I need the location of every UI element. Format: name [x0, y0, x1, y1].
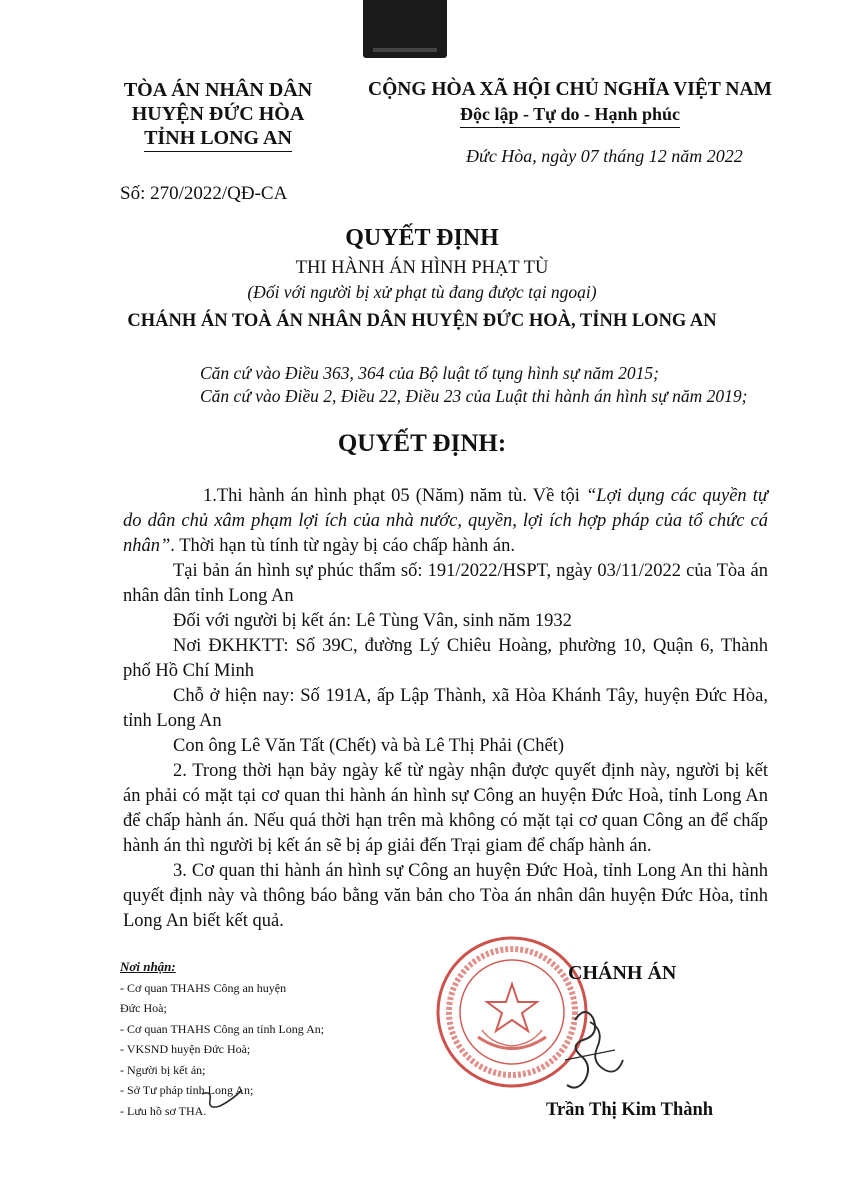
recipient-item: - Người bị kết án; [120, 1062, 206, 1077]
binder-clip [363, 0, 447, 58]
recipient-item: - Cơ quan THAHS Công an tỉnh Long An; [120, 1021, 325, 1036]
current-residence: Chỗ ở hiện nay: Số 191A, ấp Lập Thành, xã Hòa Khánh Tây, huyện Đức Hòa, tỉnh Long An [123, 686, 768, 731]
issuing-court-header [118, 78, 318, 152]
court-name-line3: TỈNH LONG AN [144, 126, 292, 152]
legal-basis-2: Căn cứ vào Điều 2, Điều 22, Điều 23 của Luật thi hành án hình sự năm 2019; [200, 386, 748, 406]
legal-basis-1: Căn cứ vào Điều 363, 364 của Bộ luật tố tụng hình sự năm 2015; [200, 363, 659, 383]
article-1-intro: 1.Thi hành án hình phạt 05 (Năm) năm tù. Về tội [203, 486, 587, 506]
document-note: (Đối với người bị xử phạt tù đang được tại ngoại) [247, 282, 597, 302]
court-name-line1: TÒA ÁN NHÂN DÂN [123, 79, 313, 101]
handwritten-initial [198, 1086, 248, 1116]
recipient-item: - VKSND huyện Đức Hoà; [120, 1042, 251, 1056]
recipient-item: - Sở Tư pháp tỉnh Long An; [120, 1083, 254, 1097]
court-name-line2: HUYỆN ĐỨC HÒA [131, 103, 305, 125]
convicted-person: Đối với người bị kết án: Lê Tùng Vân, sinh năm 1932 [173, 611, 572, 631]
decision-body [123, 484, 768, 934]
recipient-item: Đức Hoà; [120, 1001, 167, 1015]
issuing-authority: CHÁNH ÁN TOÀ ÁN NHÂN DÂN HUYỆN ĐỨC HOÀ, TỈNH LONG AN [127, 311, 717, 331]
document-subtitle: THI HÀNH ÁN HÌNH PHẠT TÙ [295, 258, 549, 278]
national-motto-line2: Độc lập - Tự do - Hạnh phúc [460, 102, 680, 128]
registered-address: Nơi ĐKHKTT: Số 39C, đường Lý Chiêu Hoàng, phường 10, Quận 6, Thành phố Hồ Chí Minh [123, 636, 768, 681]
document-title: QUYẾT ĐỊNH [345, 225, 499, 251]
document-date: Đức Hòa, ngày 07 tháng 12 năm 2022 [466, 146, 743, 166]
signature-scribble [545, 1000, 635, 1095]
signer-title: CHÁNH ÁN [568, 962, 677, 984]
article-1 [123, 484, 768, 559]
signer-name: Trần Thị Kim Thành [546, 1100, 714, 1120]
judgment-reference: Tại bản án hình sự phúc thẩm số: 191/2022/HSPT, ngày 03/11/2022 của Tòa án nhân dân tỉnh Long An [123, 561, 768, 606]
article-2: 2. Trong thời hạn bảy ngày kể từ ngày nhận được quyết định này, người bị kết án phải có mặt tại cơ quan thi hành án hình sự Công an huyện Đức Hoà, tỉnh Long An để chấp hành án. Nếu quá thời hạn trên mà không có mặt tại cơ quan Công an để chấp hành án thì người bị kết án sẽ bị áp giải đến Trại giam để chấp hành án. [123, 761, 768, 856]
document-number: Số: 270/2022/QĐ-CA [120, 183, 288, 204]
recipient-item: - Cơ quan THAHS Công an huyện [120, 980, 287, 995]
decision-heading: QUYẾT ĐỊNH: [337, 430, 507, 457]
national-motto-line1: CỘNG HÒA XÃ HỘI CHỦ NGHĨA VIỆT NAM [368, 79, 772, 100]
article-3: 3. Cơ quan thi hành án hình sự Công an huyện Đức Hoà, tỉnh Long An thi hành quyết định này và thông báo bằng văn bản cho Tòa án nhân dân huyện Đức Hòa, tỉnh Long An biết kết quả. [123, 861, 768, 931]
national-header [360, 78, 780, 128]
article-1-crime: “Lợi dụng các quyền tự do dân chủ xâm phạm lợi ích của nhà nước, quyền, lợi ích hợp pháp của tổ chức cá nhân” [123, 486, 768, 556]
parents: Con ông Lê Văn Tất (Chết) và bà Lê Thị Phải (Chết) [173, 736, 564, 756]
article-1-term: . Thời hạn tù tính từ ngày bị cáo chấp hành án. [170, 536, 515, 556]
recipient-item: - Lưu hồ sơ THA. [120, 1103, 207, 1118]
recipients-heading: Nơi nhận: [120, 959, 176, 974]
